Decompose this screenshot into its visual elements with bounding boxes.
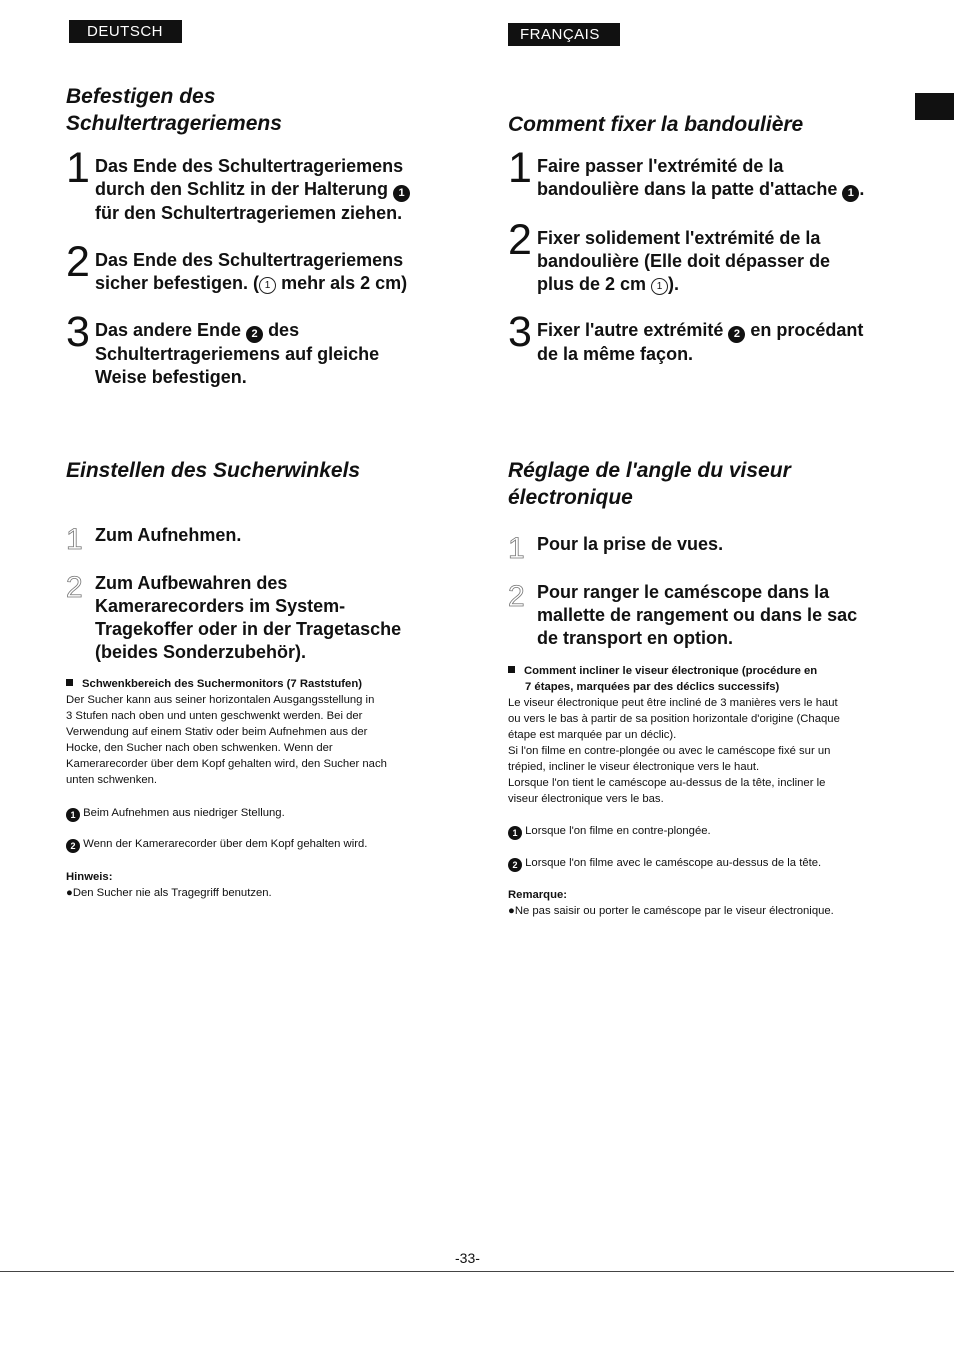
language-tab-deutsch: DEUTSCH: [69, 20, 182, 43]
language-tab-francais: FRANÇAIS: [508, 23, 620, 46]
hint-block-de: Hinweis: ●Den Sucher nie als Tragegriff benutzen.: [66, 871, 272, 899]
square-bullet-icon: [508, 666, 515, 673]
step-2-viewfinder-fr: 2 Pour ranger le caméscope dans la mallette de rangement ou dans le sac de transport en option.: [508, 581, 893, 650]
marker-2-icon: 2: [246, 326, 263, 343]
circled-ref-1-icon: 1: [259, 277, 276, 294]
step-number: 3: [66, 308, 90, 356]
step-number: 1: [508, 144, 532, 192]
step-1-strap-fr: 1 Faire passer l'extrémité de la bandoulière dans la patte d'attache 1 .: [508, 155, 893, 202]
marker-1-icon: 1: [842, 185, 859, 202]
step-3-strap-de: 3 Das andere Ende 2 des Schultertrageriemens auf gleiche Weise befestigen.: [66, 308, 380, 387]
hint-block-fr: Remarque: ●Ne pas saisir ou porter le caméscope par le viseur électronique.: [508, 889, 834, 917]
step-number: 1: [508, 532, 525, 565]
step-1-strap-de: 1 Das Ende des Schultertrageriemens durch den Schlitz in der Halterung 1 für den Schultertrageriemen ziehen.: [66, 155, 441, 225]
section-title-strap-de: Befestigen des Schultertrageriemens: [66, 85, 282, 135]
step-3-strap-fr: 3 Fixer l'autre extrémité 2 en procédant de la même façon.: [508, 308, 864, 364]
step-1-viewfinder-de: 1 Zum Aufnehmen.: [66, 524, 441, 547]
marker-2-icon: 2: [66, 839, 80, 853]
step-number: 2: [66, 238, 90, 286]
marker-1-icon: 1: [508, 826, 522, 840]
step-2-viewfinder-de: 2 Zum Aufbewahren des Kamerarecorders im System- Tragekoffer oder in der Tragetasche (beides Sonderzubehör).: [66, 572, 441, 664]
marker-1-icon: 1: [393, 185, 410, 202]
note-block-de: Schwenkbereich des Suchermonitors (7 Raststufen) Der Sucher kann aus seiner horizontalen Ausgangsstellung in 3 Stufen nach oben und unten geschwenkt werden. Bei der Verwendung auf einem Stativ oder beim Aufnehmen aus der Hocke, den Sucher nach oben schwenken. Wenn der Kamerarecorder über dem Kopf gehalten wird, den Sucher nach unten schwenken.: [66, 678, 387, 786]
step-number: 3: [508, 308, 532, 356]
step-1-viewfinder-fr: 1 Pour la prise de vues.: [508, 533, 893, 556]
step-2-strap-de: 2 Das Ende des Schultertrageriemens sicher befestigen. ( 1 mehr als 2 cm): [66, 238, 408, 293]
marker-1-icon: 1: [66, 808, 80, 822]
section-title-strap-fr: Comment fixer la bandoulière: [508, 113, 804, 136]
step-number: 2: [508, 580, 525, 613]
step-number: 2: [508, 216, 532, 264]
page-number: -33-: [455, 1250, 480, 1266]
step-2-strap-fr: 2 Fixer solidement l'extrémité de la bandoulière (Elle doit dépasser de plus de 2 cm 1 ).: [508, 216, 831, 294]
step-number: 1: [66, 523, 83, 556]
section-title-viewfinder-de: Einstellen des Sucherwinkels: [66, 459, 361, 482]
square-bullet-icon: [66, 679, 73, 686]
footer-rule: [0, 1271, 954, 1272]
list-item: 1 Lorsque l'on filme en contre-plongée.: [508, 823, 893, 840]
section-title-viewfinder-fr: Réglage de l'angle du viseur électronique: [508, 459, 791, 509]
list-item: 1 Beim Aufnehmen aus niedriger Stellung.: [66, 805, 441, 822]
list-item: 2 Lorsque l'on filme avec le caméscope au-dessus de la tête.: [508, 855, 893, 872]
marker-2-icon: 2: [508, 858, 522, 872]
circled-ref-1-icon: 1: [651, 278, 668, 295]
step-number: 1: [66, 144, 90, 192]
side-tab-marker: [915, 93, 954, 120]
marker-2-icon: 2: [728, 326, 745, 343]
step-number: 2: [66, 571, 83, 604]
note-block-fr: Comment incliner le viseur électronique (procédure en 7 étapes, marquées par des déclics successifs) Le viseur électronique peut être incliné de 3 manières vers le haut ou vers le bas à partir de sa position horizontale d'origine (Chaque étape est marquée par un déclic). Si l'on filme en contre-plongée ou avec le caméscope fixé sur un trépied, incliner le viseur électronique vers le haut. Lorsque l'on tient le caméscope au-dessus de la tête, incliner le viseur électronique vers le bas.: [508, 665, 840, 805]
list-item: 2 Wenn der Kamerarecorder über dem Kopf gehalten wird.: [66, 836, 441, 853]
